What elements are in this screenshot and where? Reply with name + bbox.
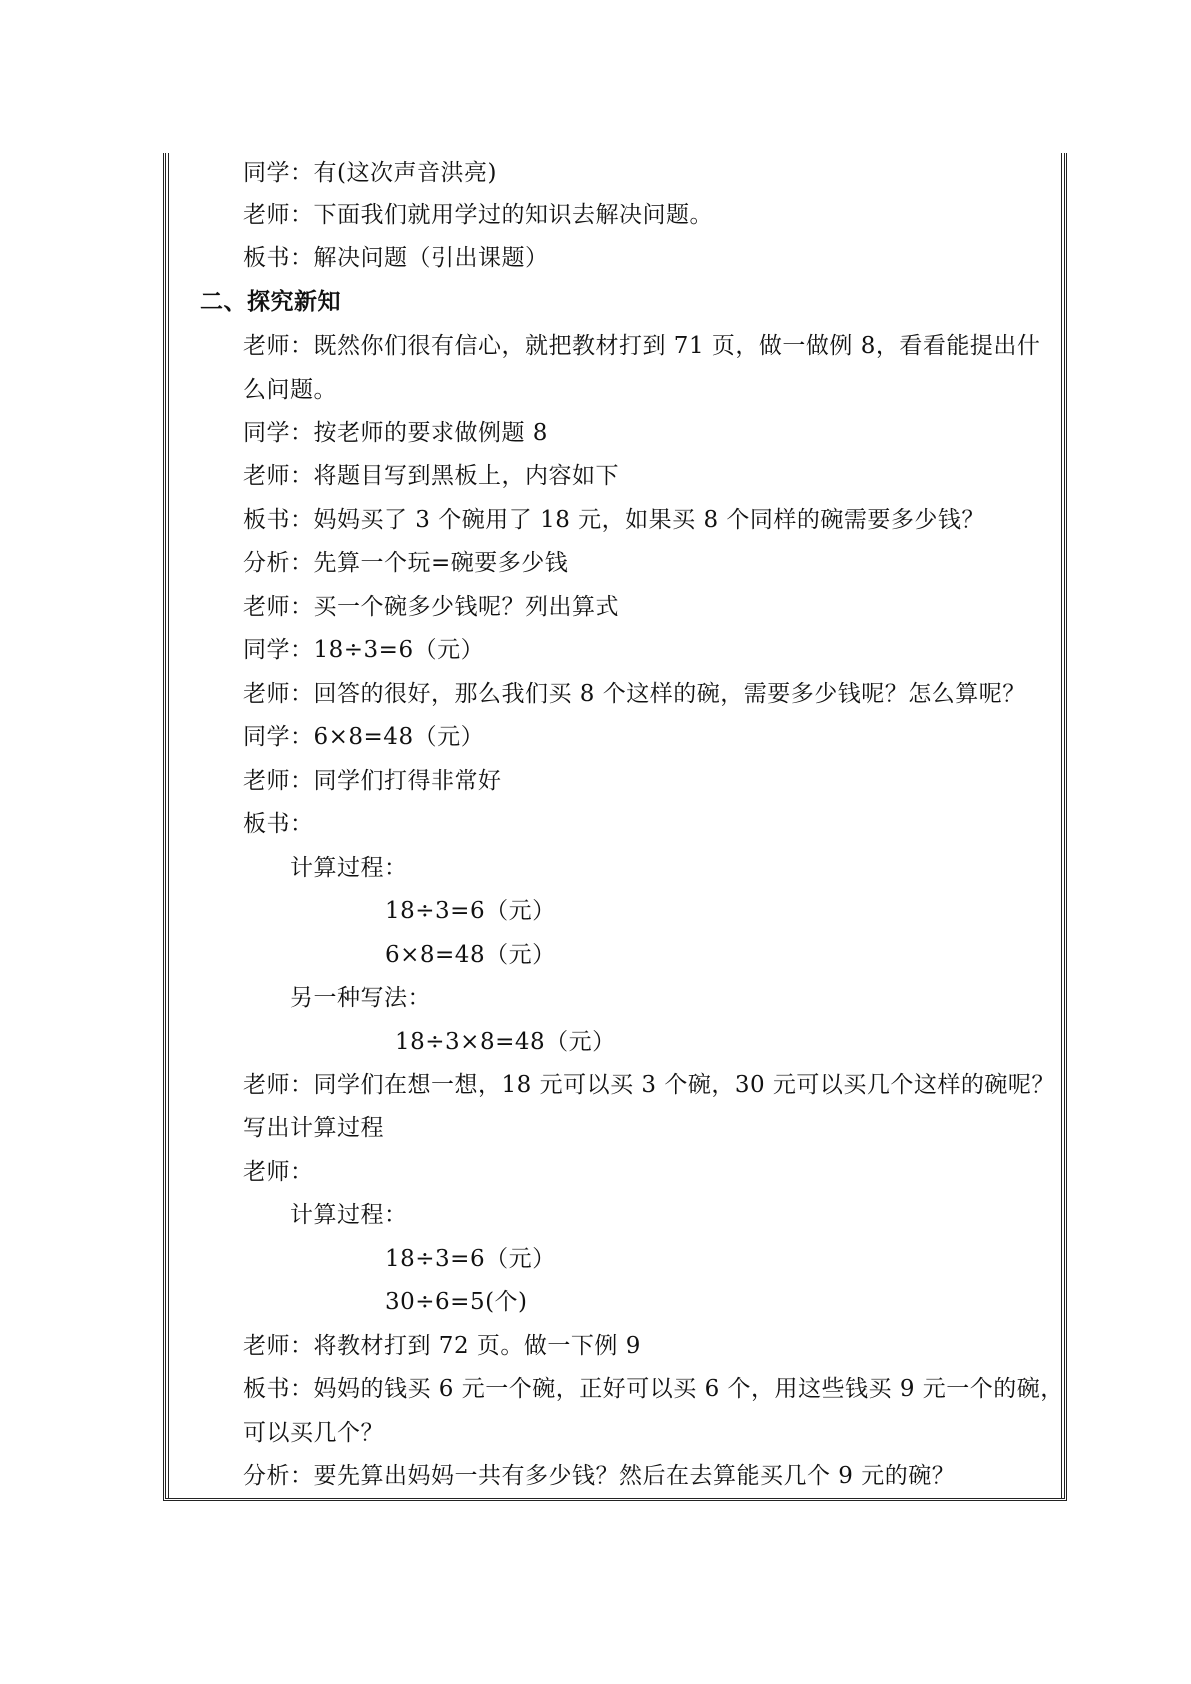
formula-line: 18÷3×8=48（元） bbox=[395, 1029, 616, 1055]
text-line: 板书：解决问题（引出课题） bbox=[243, 245, 549, 271]
text-line: 可以买几个？ bbox=[243, 1420, 384, 1446]
text-line: 分析：要先算出妈妈一共有多少钱？然后在去算能买几个 9 元的碗？ bbox=[243, 1463, 956, 1489]
text-line: 写出计算过程 bbox=[243, 1115, 384, 1141]
text-line: 另一种写法： bbox=[290, 985, 431, 1011]
text-line: 老师：同学们在想一想，18 元可以买 3 个碗，30 元可以买几个这样的碗呢？ bbox=[243, 1072, 1055, 1098]
text-line: 板书： bbox=[243, 811, 314, 837]
text-line: 么问题。 bbox=[243, 377, 337, 403]
formula-line: 6×8=48（元） bbox=[385, 942, 556, 968]
text-line: 老师：回答的很好，那么我们买 8 个这样的碗，需要多少钱呢？怎么算呢？ bbox=[243, 681, 1026, 707]
text-line: 同学：6×8=48（元） bbox=[243, 724, 485, 750]
text-line: 板书：妈妈的钱买 6 元一个碗，正好可以买 6 个，用这些钱买 9 元一个的碗， bbox=[243, 1376, 1064, 1402]
text-line: 老师：下面我们就用学过的知识去解决问题。 bbox=[243, 202, 713, 228]
section-heading: 二、探究新知 bbox=[200, 288, 341, 315]
text-line: 分析：先算一个玩=碗要多少钱 bbox=[243, 550, 569, 576]
text-line: 老师：既然你们很有信心，就把教材打到 71 页，做一做例 8，看看能提出什 bbox=[243, 333, 1041, 359]
text-line: 老师：买一个碗多少钱呢？列出算式 bbox=[243, 594, 619, 620]
text-line: 计算过程： bbox=[290, 855, 408, 881]
formula-line: 18÷3=6（元） bbox=[385, 898, 556, 924]
formula-line: 30÷6=5(个) bbox=[385, 1289, 528, 1315]
formula-line: 18÷3=6（元） bbox=[385, 1246, 556, 1272]
text-line: 同学：有(这次声音洪亮) bbox=[243, 160, 497, 186]
text-line: 老师： bbox=[243, 1159, 314, 1185]
text-line: 同学：18÷3=6（元） bbox=[243, 637, 485, 663]
text-line: 老师：将教材打到 72 页。做一下例 9 bbox=[243, 1333, 641, 1359]
text-line: 同学：按老师的要求做例题 8 bbox=[243, 420, 548, 446]
text-line: 板书：妈妈买了 3 个碗用了 18 元，如果买 8 个同样的碗需要多少钱？ bbox=[243, 507, 985, 533]
text-line: 老师：将题目写到黑板上，内容如下 bbox=[243, 463, 619, 489]
text-line: 老师：同学们打得非常好 bbox=[243, 768, 502, 794]
text-line: 计算过程： bbox=[290, 1202, 408, 1228]
